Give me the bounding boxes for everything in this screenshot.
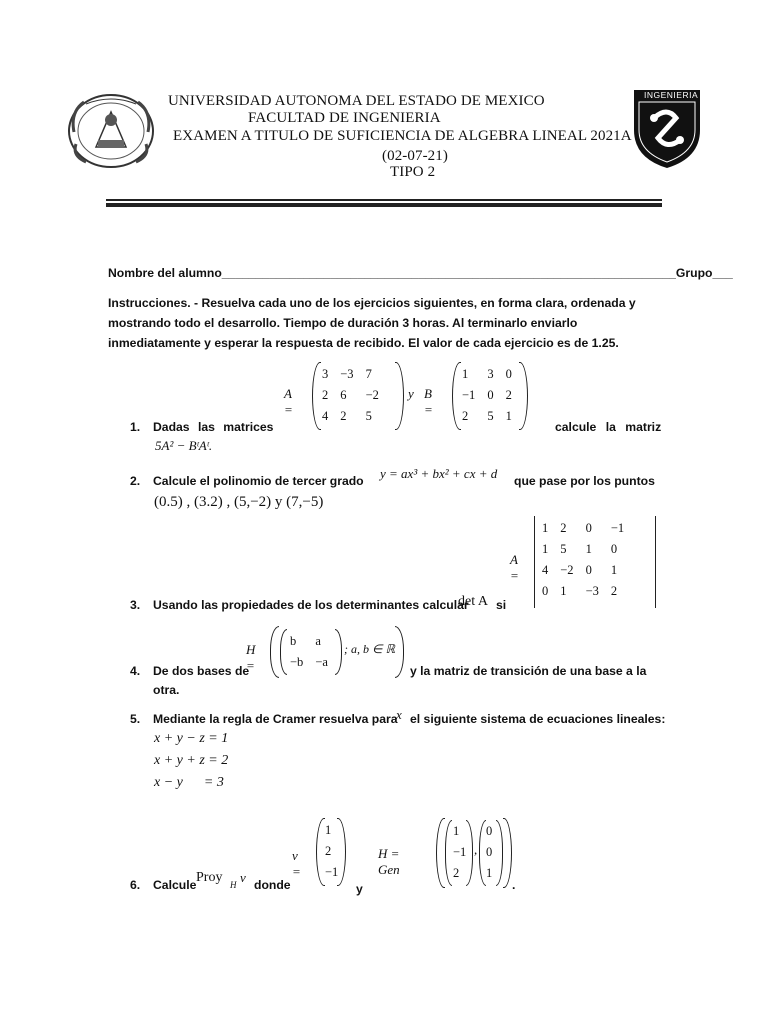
span-h6-v2 — [480, 821, 498, 884]
a1-cell: 6 — [340, 388, 347, 402]
a3-cell: 0 — [542, 584, 549, 598]
a3-cell: 1 — [560, 584, 567, 598]
header-type: TIPO 2 — [390, 164, 436, 180]
a1-cell: 7 — [365, 367, 372, 381]
header-date: (02-07-21) — [382, 148, 448, 164]
a3-cell: 1 — [542, 542, 549, 556]
b1-cell: 0 — [505, 367, 512, 381]
exercise-2-expr: y = ax³ + bx² + cx + d — [380, 466, 498, 481]
logo-label: INGENIERIA — [644, 90, 699, 100]
h6-cell: 0 — [486, 824, 493, 838]
equation-1: x + y − z = 1 — [154, 731, 229, 746]
exercise-6-number: 6. — [130, 878, 141, 892]
header-rule-thick — [106, 203, 662, 207]
a3-cell: 0 — [610, 542, 618, 556]
exercise-6-sub: H — [230, 880, 237, 890]
vector-v6-name: v = — [292, 848, 301, 879]
exercise-4-number: 4. — [130, 664, 141, 678]
exercise-3-expr: det A — [458, 594, 488, 609]
a3-cell: 0 — [585, 563, 592, 577]
matrix-a1-name: A = — [284, 386, 293, 417]
exercise-6-text: Calcule — [153, 878, 197, 892]
exercise-6-v: v — [240, 870, 246, 885]
matrix-a3-table — [536, 518, 630, 602]
a3-cell: −3 — [585, 584, 599, 598]
h4-cell: −b — [290, 655, 304, 669]
b1-cell: 1 — [462, 367, 469, 381]
exercise-2-points: (0.5) , (3.2) , (5,−2) y (7,−5) — [154, 494, 324, 510]
matrix-a3-name: A = — [510, 552, 519, 583]
exercise-1-expr: 5A² − BᵗAᵗ. — [155, 438, 213, 453]
exercise-2-text-b: que pase por los puntos — [514, 474, 655, 488]
v6-cell: −1 — [325, 865, 339, 879]
exercise-6-end: . — [512, 878, 516, 892]
a3-cell: 2 — [560, 521, 567, 535]
exercise-2-text: Calcule el polinomio de tercer grado — [153, 474, 364, 488]
span-comma: , — [474, 842, 478, 857]
a1-cell: −2 — [365, 388, 379, 402]
exercise-5-var: x — [396, 707, 402, 722]
a1-cell: 5 — [365, 409, 372, 423]
a1-cell: −3 — [340, 367, 354, 381]
exercise-3-number: 3. — [130, 598, 141, 612]
b1-cell: 0 — [487, 388, 494, 402]
vector-v6-table — [319, 820, 344, 883]
exercise-4-text: De dos bases de — [153, 664, 250, 678]
matrix-b1-name: B = — [424, 386, 433, 417]
exercise-1-number: 1. — [130, 420, 141, 434]
h6-cell: 1 — [453, 824, 460, 838]
h6-cell: 0 — [486, 845, 493, 859]
exercise-3-text-b: si — [496, 598, 507, 612]
b1-cell: 3 — [487, 367, 494, 381]
span-h6-name: H = Gen — [378, 846, 400, 877]
b1-cell: 1 — [505, 409, 512, 423]
a3-cell: 1 — [585, 542, 592, 556]
a3-cell: −2 — [560, 563, 574, 577]
a1-cell: 2 — [322, 388, 329, 402]
header-exam: EXAMEN A TITULO DE SUFICIENCIA DE ALGEBRA LINEAL 2021A — [173, 128, 632, 144]
a3-cell: 1 — [610, 563, 618, 577]
exercise-4-text-c: otra. — [153, 683, 180, 697]
matrix-a1-table — [316, 364, 385, 427]
a3-cell: 2 — [610, 584, 618, 598]
a3-cell: 5 — [560, 542, 567, 556]
a1-cell: 4 — [322, 409, 329, 423]
instructions: Instrucciones. - Resuelva cada uno de los ejercicios siguientes, en forma clara, ordenada y mostrando todo el desarrollo. Tiempo de duración 3 horas. Al terminarlo enviarlo inmediatamente y esperar la respuesta de recibido. El valor de cada ejercicio es de 1.25. — [108, 296, 636, 350]
exercise-5-text: Mediante la regla de Cramer resuelva para — [153, 712, 398, 726]
b1-cell: 2 — [462, 409, 469, 423]
h6-cell: −1 — [453, 845, 467, 859]
set-h4-name: H = — [246, 642, 256, 673]
exercise-5-number: 5. — [130, 712, 141, 726]
a3-cell: 0 — [585, 521, 592, 535]
header-rule — [106, 199, 662, 201]
span-h6-v1 — [447, 821, 472, 884]
a1-cell: 3 — [322, 367, 329, 381]
set-h4-table — [284, 631, 334, 673]
exercise-2-number: 2. — [130, 474, 141, 488]
h4-cell: −a — [315, 655, 328, 669]
exercise-6-text-c: y — [356, 882, 363, 896]
faculty-shield-logo — [632, 88, 702, 170]
h6-cell: 1 — [486, 866, 493, 880]
a3-cell: 1 — [542, 521, 549, 535]
equation-3: x − y = 3 — [154, 775, 224, 790]
b1-cell: 2 — [505, 388, 512, 402]
b1-cell: 5 — [487, 409, 494, 423]
exercise-4-text-b: y la matriz de transición de una base a la — [410, 664, 647, 678]
exercise-6-expr: Proy — [196, 870, 223, 885]
v6-cell: 1 — [325, 823, 332, 837]
h4-cell: b — [290, 634, 297, 648]
exercise-6-text-b: donde — [254, 878, 291, 892]
matrix-conjunction: y — [408, 386, 414, 401]
b1-cell: −1 — [462, 388, 476, 402]
exercise-5-text-b: el siguiente sistema de ecuaciones lineales: — [410, 712, 666, 726]
set-h4-condition: ; a, b ∈ ℝ — [344, 642, 395, 656]
h6-cell: 2 — [453, 866, 460, 880]
exercise-1-text-b: calcule la matriz — [555, 420, 662, 434]
h4-cell: a — [315, 634, 321, 648]
a3-cell: 4 — [542, 563, 549, 577]
exercise-3-text: Usando las propiedades de los determinantes calcular — [153, 598, 469, 612]
equation-2: x + y + z = 2 — [154, 753, 229, 768]
header-university: UNIVERSIDAD AUTONOMA DEL ESTADO DE MEXICO — [168, 93, 545, 109]
a1-cell: 2 — [340, 409, 347, 423]
student-name-line: Nombre del alumno___________________________________________________________________Grupo___ — [108, 266, 733, 280]
exercise-1-text: Dadas las matrices — [153, 420, 274, 434]
a3-cell: −1 — [610, 521, 625, 535]
matrix-b1-table — [456, 364, 518, 427]
v6-cell: 2 — [325, 844, 332, 858]
header-faculty: FACULTAD DE INGENIERIA — [248, 110, 441, 126]
university-seal-logo — [66, 92, 156, 170]
